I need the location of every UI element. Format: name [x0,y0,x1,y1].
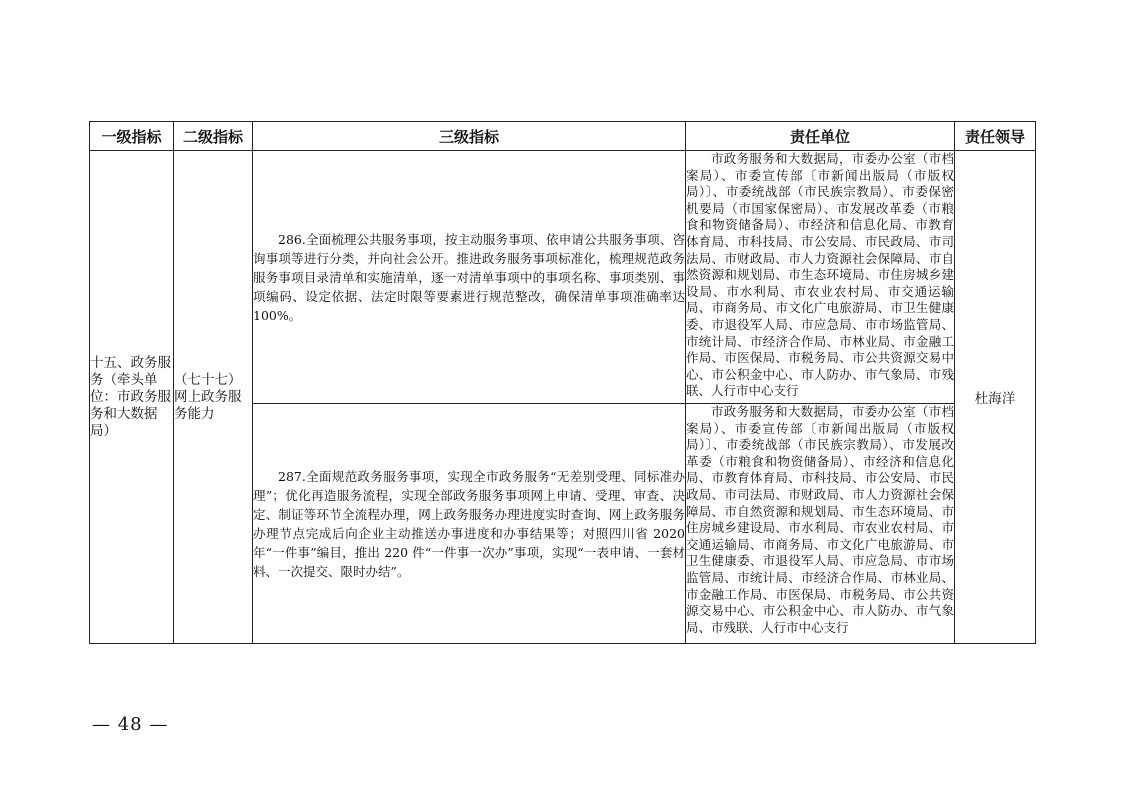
level3-indicator: 287.全面规范政务服务事项，实现全市政务服务“无差别受理、同标准办理”；优化再造服务流程，实现全部政务服务事项网上申请、受理、审查、决定、制证等环节全流程办理，网上政务服务办理进度实时查询、网上政务服务办理节点完成后向企业主动推送办事进度和办事结果等；对照四川省 2020 年“一件事”编目，推出 220 件“一件事一次办”事项，实现“一表申请、一套材料、一次提交、限时办结”。 [253,404,686,644]
header-responsible-leader: 责任领导 [955,122,1036,151]
responsible-units: 市政务服务和大数据局，市委办公室（市档案局）、市委宣传部〔市新闻出版局（市版权局）〕、市委统战部（市民族宗教局）、市委保密机要局（市国家保密局）、市发展改革委（市粮食和物资储备局）、市经济和信息化局、市教育体育局、市科技局、市公安局、市民政局、市司法局、市财政局、市人力资源社会保障局、市自然资源和规划局、市生态环境局、市住房城乡建设局、市水利局、市农业农村局、市交通运输局、市商务局、市文化广电旅游局、市卫生健康委、市退役军人局、市应急局、市市场监管局、市统计局、市经济合作局、市林业局、市金融工作局、市医保局、市税务局、市公共资源交易中心、市公积金中心、市人防办、市气象局、市残联、人行市中心支行 [686,151,955,404]
level2-indicator: （七十七）网上政务服务能力 [174,151,253,644]
responsible-leader: 杜海洋 [955,151,1036,644]
header-level3: 三级指标 [253,122,686,151]
level1-indicator: 十五、政务服务（牵头单位：市政务服务和大数据局） [90,151,174,644]
header-level2: 二级指标 [174,122,253,151]
page-number: — 48 — [92,714,169,735]
table-row [90,151,1036,404]
table-header-row [90,122,1036,151]
level3-indicator: 286.全面梳理公共服务事项，按主动服务事项、依申请公共服务事项、咨询事项等进行分类，并向社会公开。推进政务服务事项标准化，梳理规范政务服务事项目录清单和实施清单，逐一对清单事项中的事项名称、事项类别、事项编码、设定依据、法定时限等要素进行规范整改，确保清单事项准确率达 100%。 [253,151,686,404]
responsible-units: 市政务服务和大数据局，市委办公室（市档案局）、市委宣传部〔市新闻出版局（市版权局）〕、市委统战部（市民族宗教局）、市发展改革委（市粮食和物资储备局）、市经济和信息化局、市教育体育局、市科技局、市公安局、市民政局、市司法局、市财政局、市人力资源社会保障局、市自然资源和规划局、市生态环境局、市住房城乡建设局、市水利局、市农业农村局、市交通运输局、市商务局、市文化广电旅游局、市卫生健康委、市退役军人局、市应急局、市市场监管局、市统计局、市经济合作局、市林业局、市金融工作局、市医保局、市税务局、市公共资源交易中心、市公积金中心、市人防办、市气象局、市残联、人行市中心支行 [686,404,955,644]
indicator-table [89,121,1036,644]
header-responsible-unit: 责任单位 [686,122,955,151]
header-level1: 一级指标 [90,122,174,151]
